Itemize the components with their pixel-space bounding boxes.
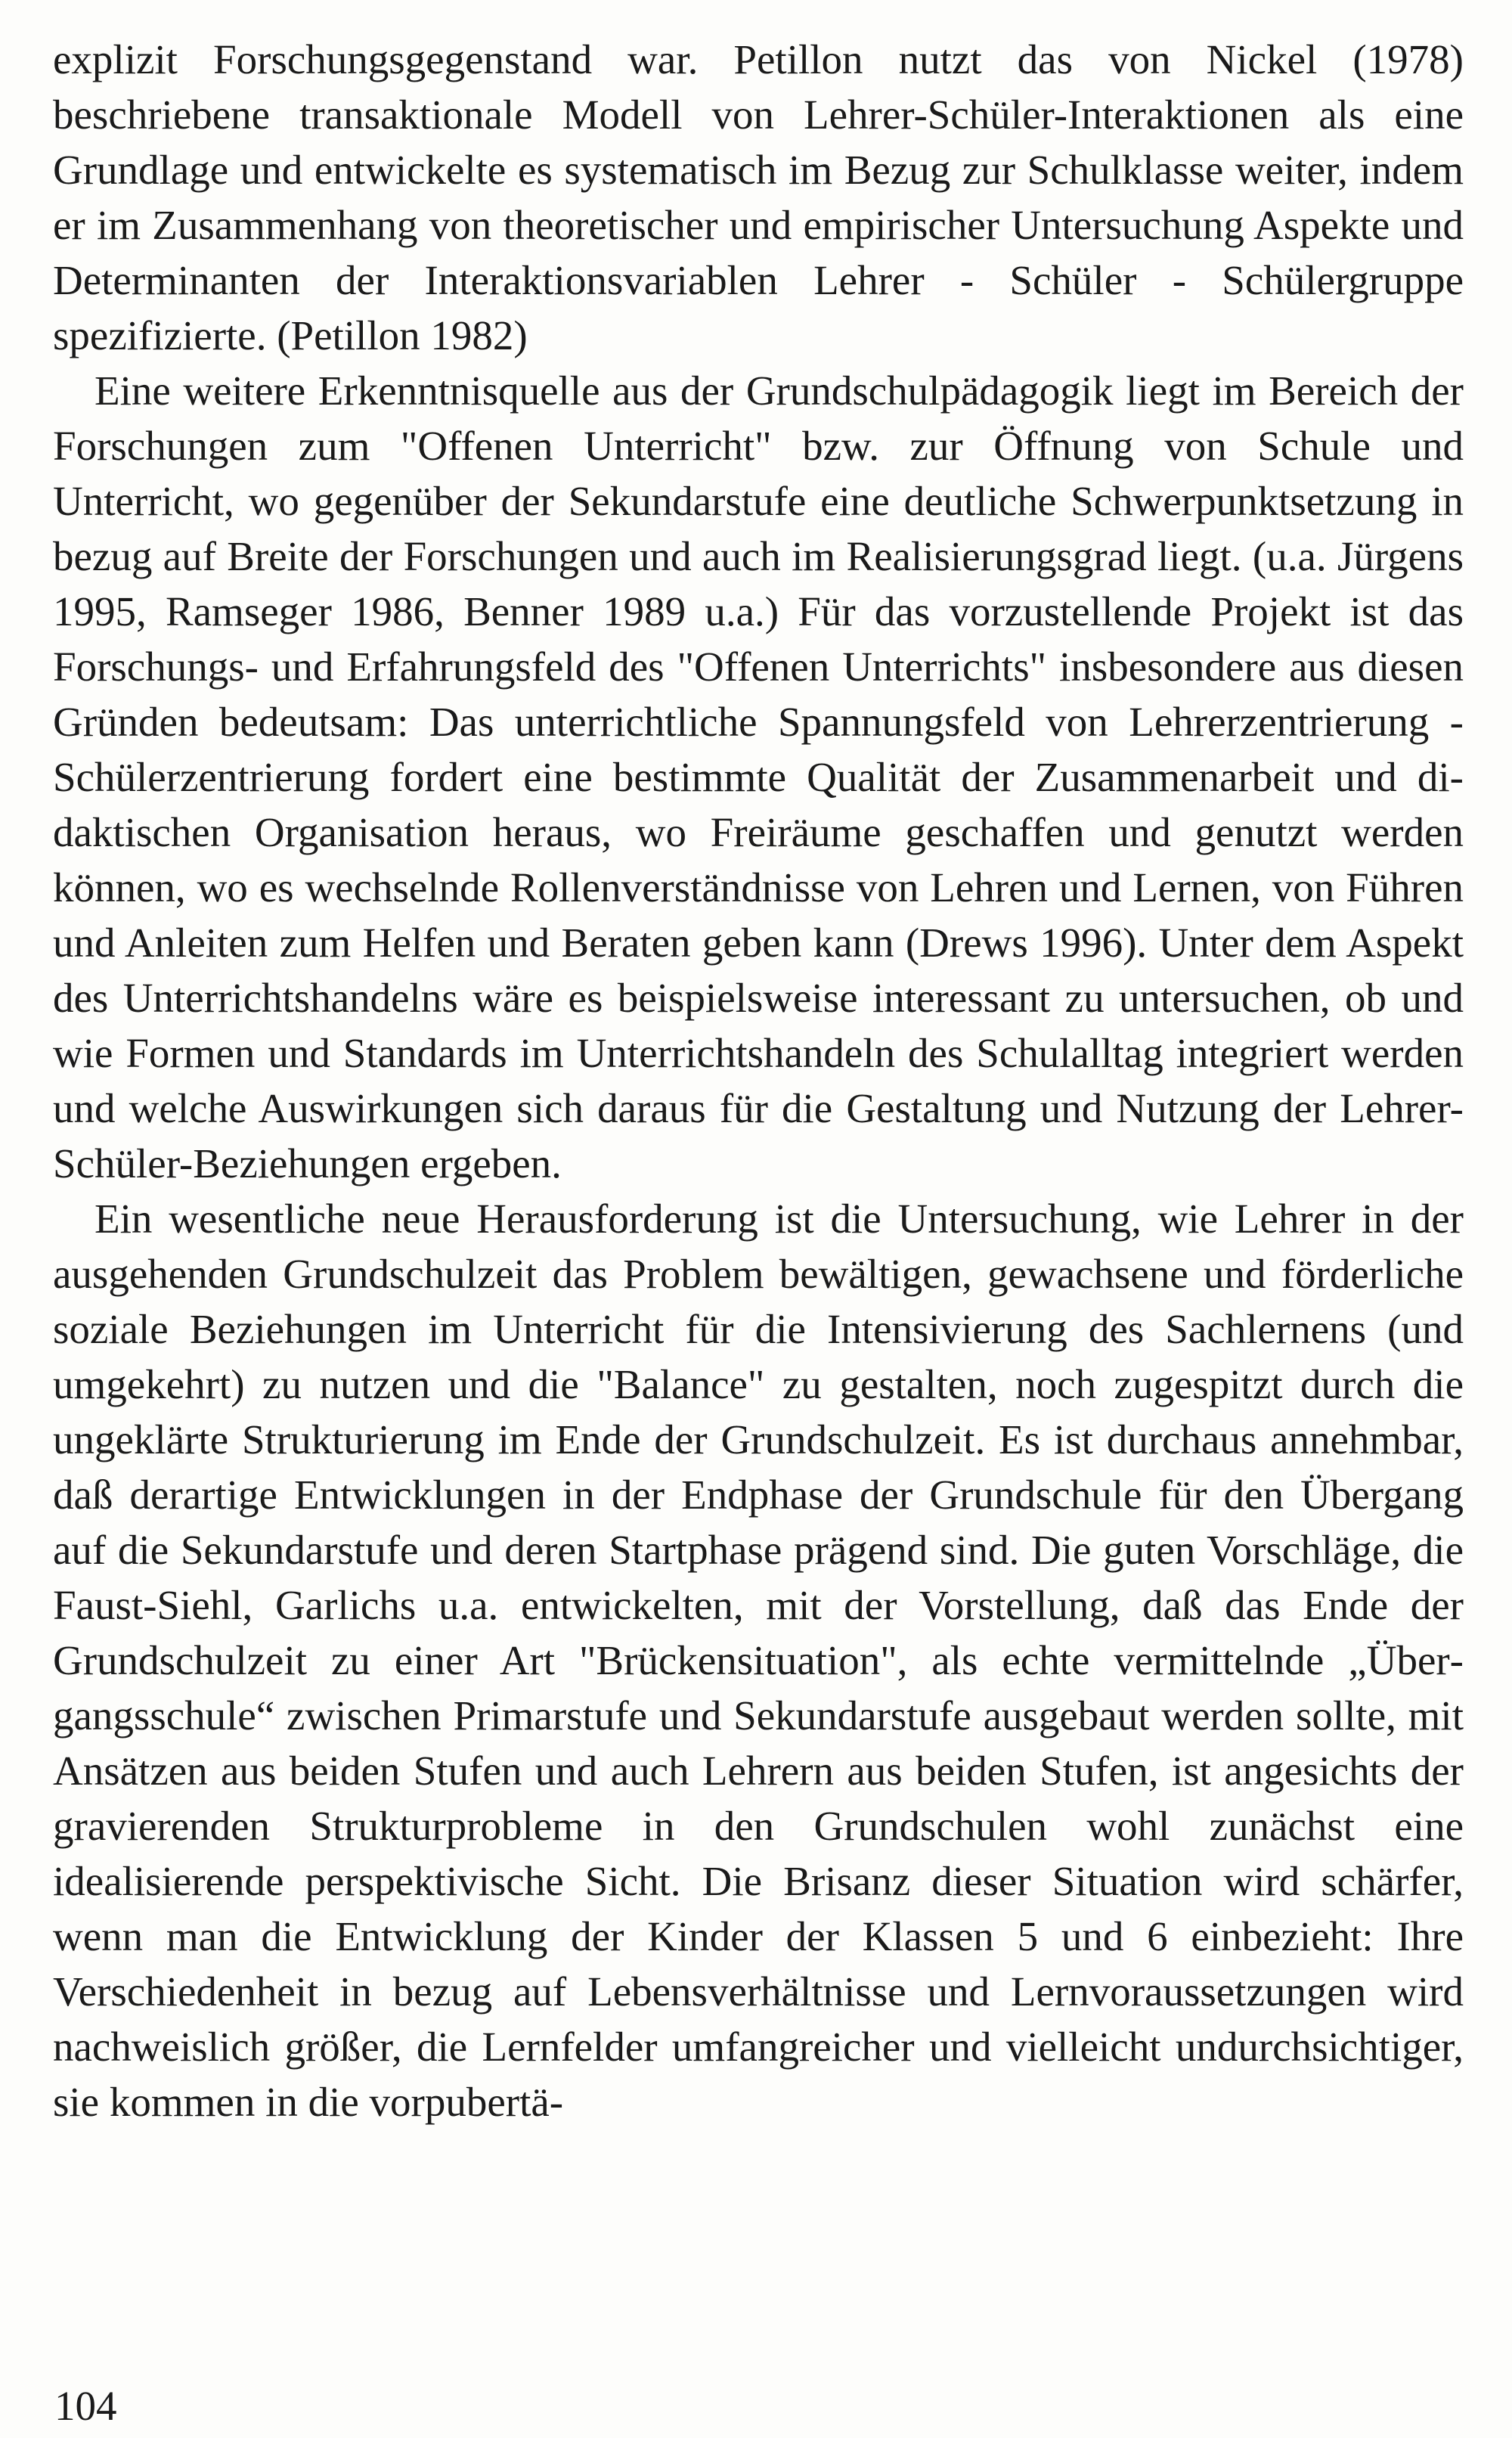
paragraph-3: Ein wesentliche neue Herausforderung ist die Untersuchung, wie Lehrer in der ausgehenden Grundschulzeit das Problem bewältigen, gewachsene und förderliche soziale Beziehungen im Unterricht für die Intensivierung des Sachlernens (und umgekehrt) zu nutzen und die "Balance" zu gestalten, noch zugespitzt durch die ungeklärte Strukturierung im Ende der Grundschulzeit. Es ist durchaus annehmbar, daß derartige Entwicklungen in der Endphase der Grundschule für den Übergang auf die Sekundarstufe und deren Startphase prägend sind. Die guten Vorschläge, die Faust-Siehl, Garlichs u.a. entwickelten, mit der Vorstellung, daß das Ende der Grundschulzeit zu einer Art "Brückensituation", als echte vermittelnde „Übergangsschule“ zwischen Primarstufe und Sekundarstufe ausgebaut werden sollte, mit Ansätzen aus beiden Stufen und auch Lehrern aus beiden Stufen, ist angesichts der gravierenden Strukturprobleme in den Grundschulen wohl zunächst eine idealisierende perspektivische Sicht. Die Brisanz dieser Situation wird schärfer, wenn man die Entwicklung der Kinder der Klassen 5 und 6 einbezieht: Ihre Verschiedenheit in bezug auf Lebensverhältnisse und Lernvoraussetzungen wird nachweislich größer, die Lernfelder umfangreicher und vielleicht undurchsichtiger, sie kommen in die vorpubertä-	[53, 1196, 1464, 2125]
page-number: 104	[54, 2383, 117, 2429]
body-text	[53, 32, 1464, 2129]
paragraph-2: Eine weitere Erkenntnisquelle aus der Grundschulpädagogik liegt im Bereich der Forschungen zum "Offenen Unterricht" bzw. zur Öffnung von Schule und Unterricht, wo gegenüber der Sekundarstufe eine deutliche Schwerpunktsetzung in bezug auf Breite der Forschungen und auch im Realisierungsgrad liegt. (u.a. Jürgens 1995, Ramseger 1986, Benner 1989 u.a.) Für das vorzustellende Projekt ist das Forschungs- und Erfahrungsfeld des "Offenen Unterrichts" insbesondere aus diesen Gründen bedeutsam: Das unterrichtliche Spannungsfeld von Lehrerzentrierung - Schülerzentrierung fordert eine bestimmte Qualität der Zusammenarbeit und didaktischen Organisation heraus, wo Freiräume geschaffen und genutzt werden können, wo es wechselnde Rollenverständnisse von Lehren und Lernen, von Führen und Anleiten zum Helfen und Beraten geben kann (Drews 1996). Unter dem Aspekt des Unterrichtshandelns wäre es beispielsweise interessant zu untersuchen, ob und wie Formen und Standards im Unterrichtshandeln des Schulalltag integriert werden und welche Auswirkungen sich daraus für die Gestaltung und Nutzung der Lehrer-Schüler-Beziehungen ergeben.	[53, 368, 1464, 1186]
paragraph-1: explizit Forschungsgegenstand war. Petillon nutzt das von Nickel (1978) beschriebene transaktionale Modell von Lehrer-Schüler-Interaktionen als eine Grundlage und entwickelte es systematisch im Bezug zur Schulklasse weiter, indem er im Zusammenhang von theoretischer und empirischer Untersuchung Aspekte und Determinanten der Interaktionsvariablen Lehrer - Schüler - Schülergruppe spezifizierte. (Petillon 1982)	[53, 36, 1464, 358]
